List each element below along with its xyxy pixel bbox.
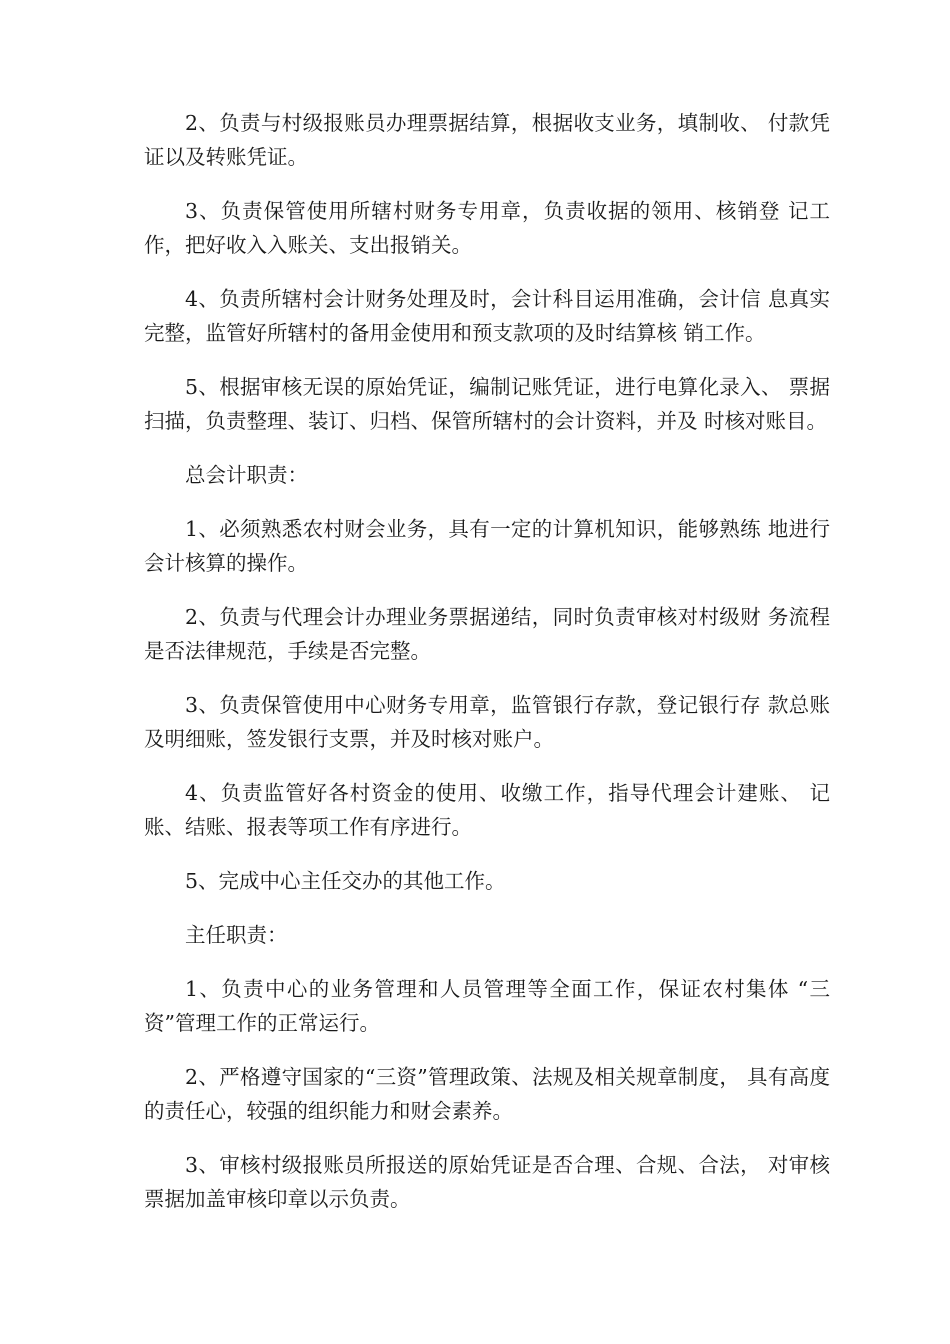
paragraph-accountant-duty-5: 5、根据审核无误的原始凭证，编制记账凭证，进行电算化录入、 票据扫描，负责整理、装订、归档、保管所辖村的会计资料，并及 时核对账目。 [144, 375, 830, 433]
paragraph-chief-duty-3: 3、负责保管使用中心财务专用章，监管银行存款，登记银行存 款总账及明细账，签发银行支票，并及时核对账户。 [144, 693, 830, 751]
paragraph-director-duty-3: 3、审核村级报账员所报送的原始凭证是否合理、合规、合法， 对审核票据加盖审核印章以示负责。 [144, 1153, 830, 1211]
paragraph-director-duty-1: 1、负责中心的业务管理和人员管理等全面工作，保证农村集体 “三资”管理工作的正常运行。 [144, 977, 830, 1035]
paragraph-chief-duty-2: 2、负责与代理会计办理业务票据递结，同时负责审核对村级财 务流程是否法律规范，手续是否完整。 [144, 605, 830, 663]
paragraph-accountant-duty-3: 3、负责保管使用所辖村财务专用章，负责收据的领用、核销登 记工作，把好收入入账关、支出报销关。 [144, 199, 830, 257]
document-body [144, 106, 830, 1236]
paragraph-accountant-duty-2: 2、负责与村级报账员办理票据结算，根据收支业务，填制收、 付款凭证以及转账凭证。 [144, 111, 830, 169]
paragraph-chief-duty-5: 5、完成中心主任交办的其他工作。 [185, 869, 506, 893]
paragraph-chief-duty-1: 1、必须熟悉农村财会业务，具有一定的计算机知识，能够熟练 地进行会计核算的操作。 [144, 517, 830, 575]
paragraph-director-duty-2: 2、严格遵守国家的“三资”管理政策、法规及相关规章制度， 具有高度的责任心，较强的组织能力和财会素养。 [144, 1065, 830, 1123]
paragraph-chief-duty-4: 4、负责监管好各村资金的使用、收缴工作，指导代理会计建账、 记账、结账、报表等项工作有序进行。 [144, 781, 830, 839]
section-heading-director: 主任职责： [185, 923, 288, 947]
paragraph-accountant-duty-4: 4、负责所辖村会计财务处理及时，会计科目运用准确，会计信 息真实完整，监管好所辖村的备用金使用和预支款项的及时结算核 销工作。 [144, 287, 830, 345]
section-heading-chief-accountant: 总会计职责： [185, 463, 308, 487]
